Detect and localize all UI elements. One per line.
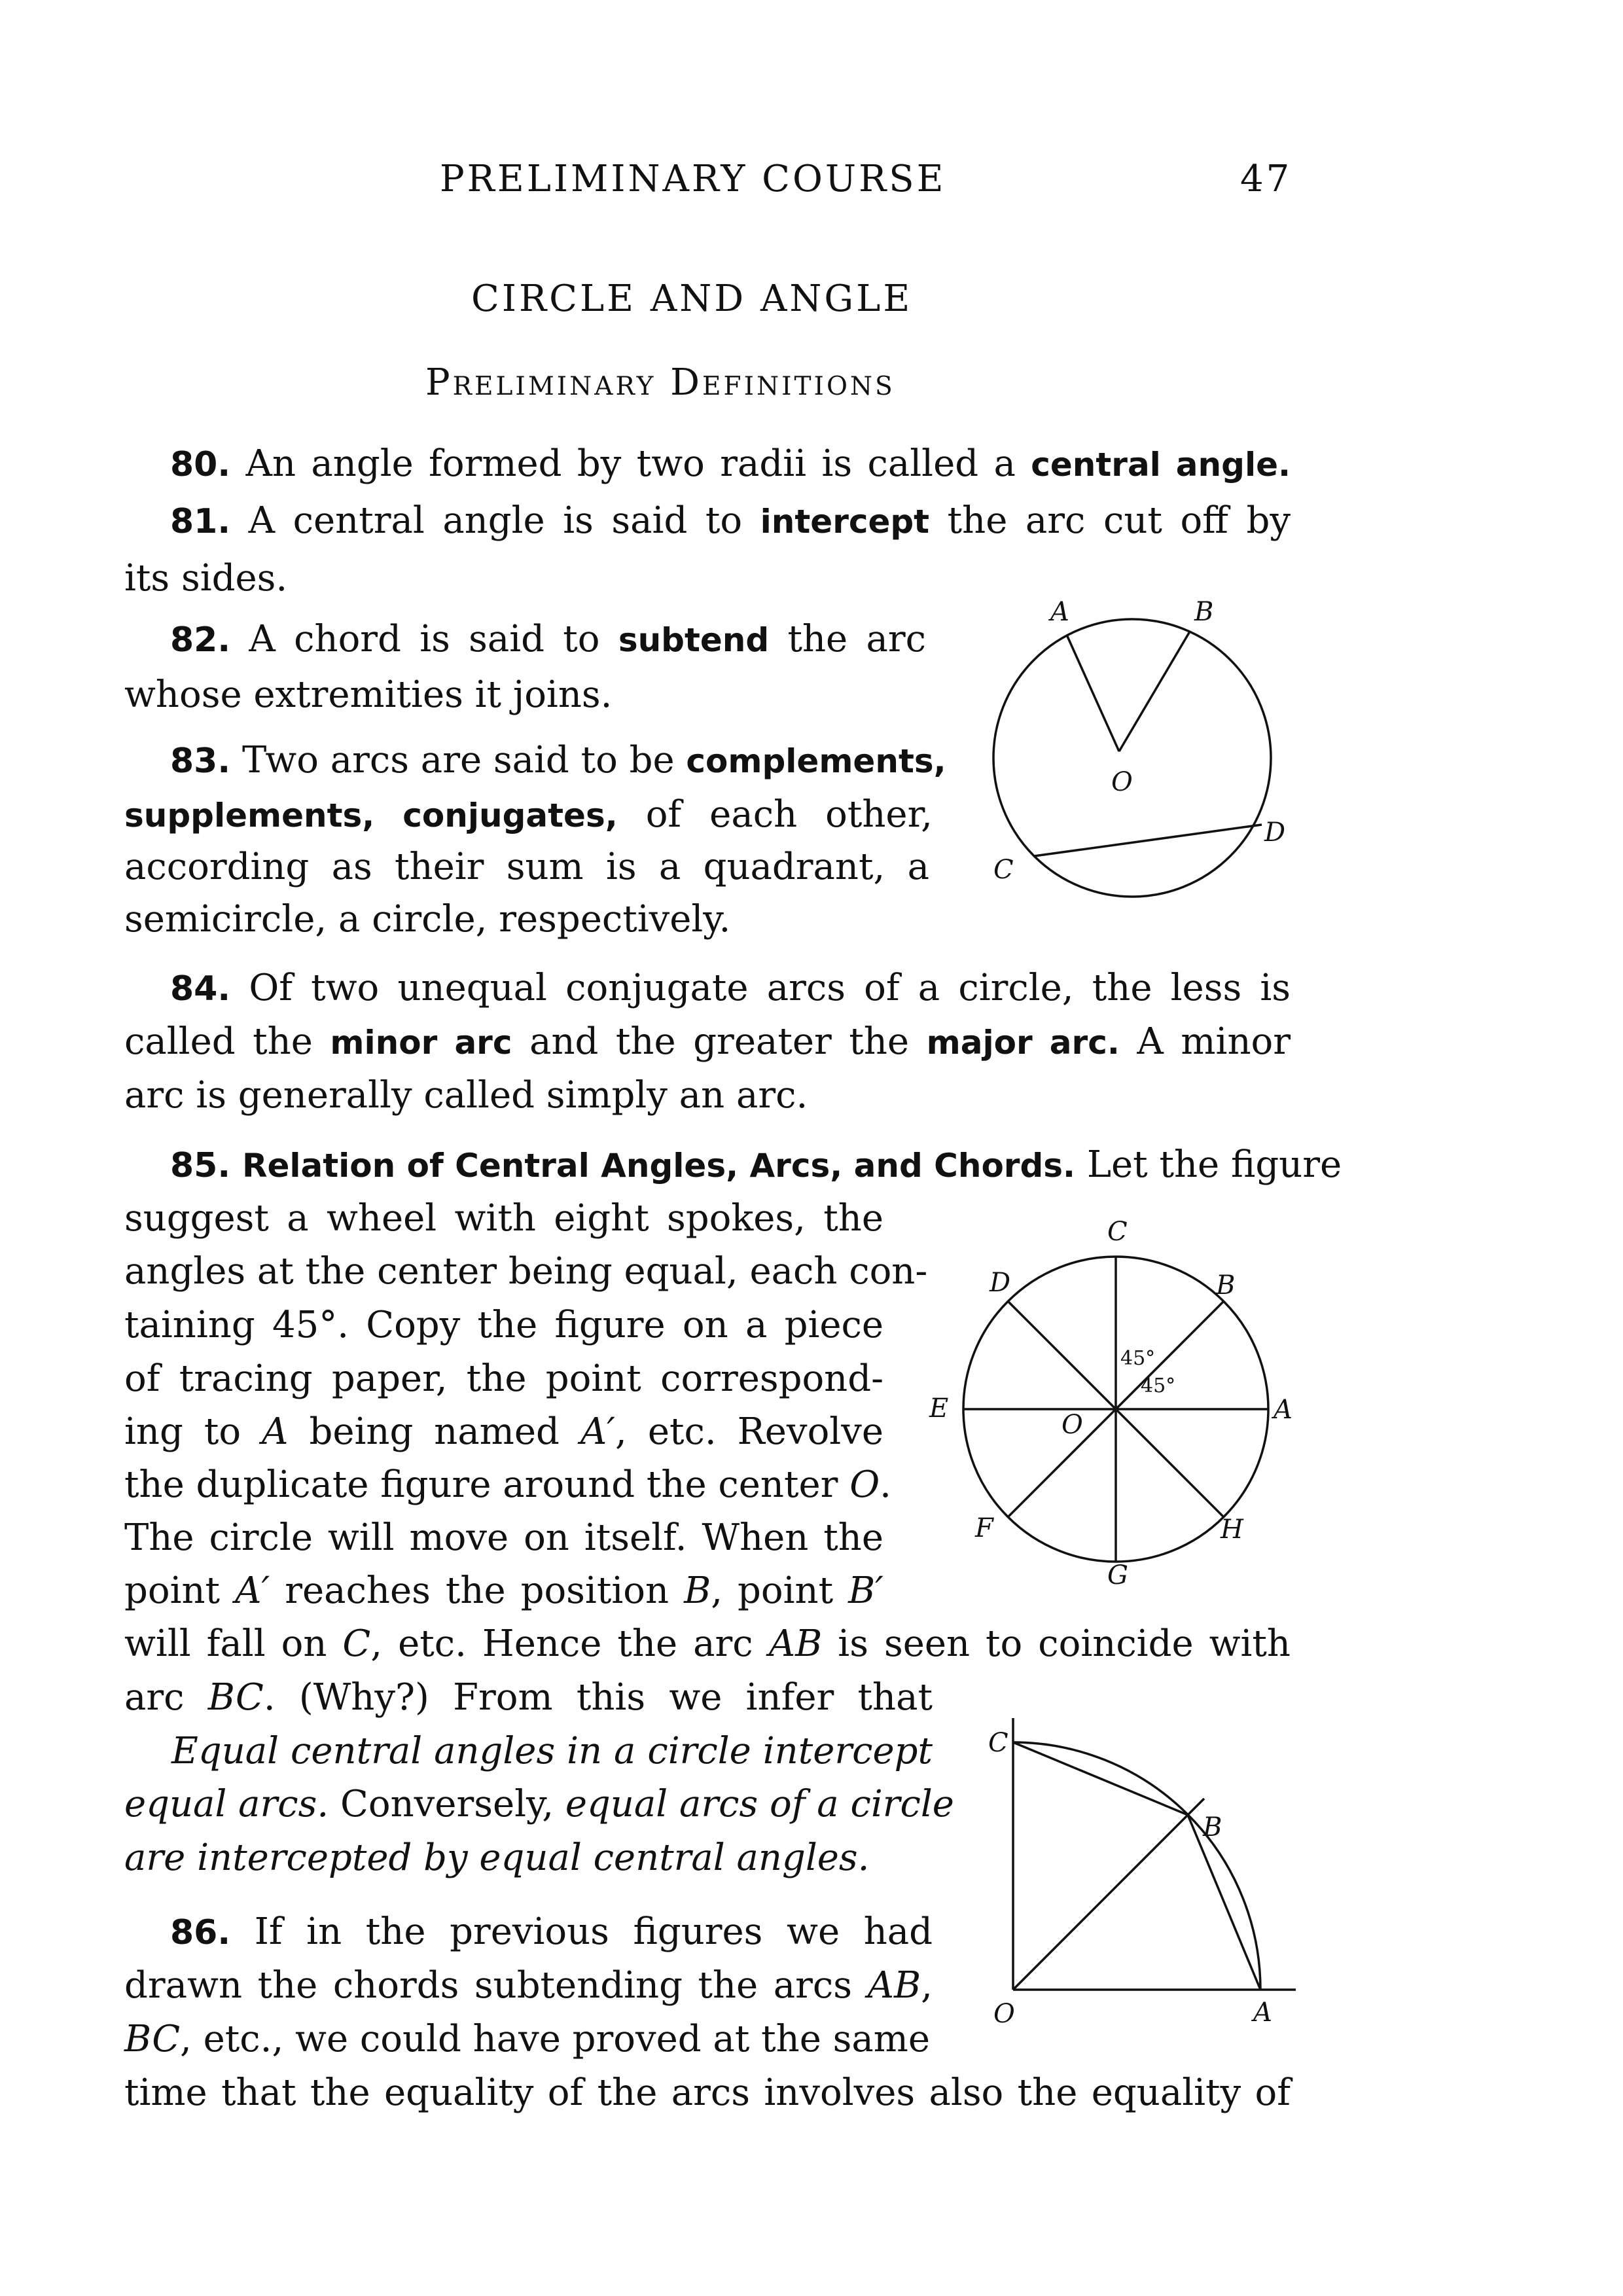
angle-label-45: 45° [1141,1374,1176,1397]
text: is seen to coincide with [838,1623,1291,1665]
paragraph-83-line-4: semicircle, a circle, respectively. [124,898,731,941]
paragraph-85-line-4: taining 45°. Copy the figure on a piece [124,1304,883,1346]
text: , etc. Hence the arc [370,1623,753,1665]
paragraph-86-line-1 [170,1911,933,1954]
math-symbol: O [849,1463,880,1506]
paragraph-83-line-1 [170,739,946,782]
radius-OA [1067,635,1119,751]
text: A minor [1137,1020,1291,1063]
paragraph-80-line-1 [170,443,1291,486]
math-symbol: A′ [235,1570,270,1612]
paragraph-number: 82. [170,620,231,660]
text: A central angle is said to [248,499,743,542]
paragraph-85-line-3: angles at the center being equal, each con- [124,1250,928,1293]
theorem-line-3: are intercepted by equal central angles. [124,1837,870,1879]
label-A: A [1253,1998,1272,2028]
label-A: A [1274,1395,1293,1425]
label-D: D [990,1268,1011,1298]
text: will fall on [124,1623,327,1665]
text: reaches the position [285,1570,669,1612]
paragraph-81-line-2: its sides. [124,557,288,600]
text: point [124,1570,221,1612]
defined-term: supplements, [124,797,375,834]
text: A chord is said to [249,618,600,660]
paragraph-85-line-2: suggest a wheel with eight spokes, the [124,1197,883,1240]
theorem-text: equal arcs. [124,1783,329,1825]
label-C: C [1107,1217,1128,1247]
radius-OB [1013,1799,1204,1990]
text: arc [124,1676,185,1719]
figure-quarter-circle [975,1702,1302,2042]
math-symbol: B′ [848,1570,883,1612]
label-O: O [993,1999,1015,2029]
math-symbol: C [342,1623,371,1665]
paragraph-85-line-5: of tracing paper, the point correspond- [124,1357,883,1400]
math-symbol: BC [124,2018,181,2060]
text: being named [309,1410,560,1453]
figure-central-angle [955,583,1296,923]
paragraph-82-line-2: whose extremities it joins. [124,673,613,716]
label-C: C [988,1728,1008,1758]
label-O: O [1111,767,1133,797]
section-title: CIRCLE AND ANGLE [471,278,913,320]
paragraph-number: 86. [170,1913,231,1952]
text: If in the previous figures we had [254,1910,933,1953]
figure-wheel [916,1208,1296,1600]
label-H: H [1221,1515,1243,1545]
paragraph-84-line-2 [124,1021,1291,1064]
paragraph-85-line-10 [124,1623,1291,1665]
text: Two arcs are said to be [241,739,675,781]
section-heading-term: Relation of Central Angles, Arcs, and Chords. [241,1147,1076,1185]
text: An angle formed by two radii is called a [245,442,1016,485]
paragraph-85-line-1 [170,1143,1342,1187]
paragraph-86-line-4: time that the equality of the arcs involves also the equality of [124,2072,1291,2114]
chord-CD [1034,825,1262,856]
defined-term: major arc. [926,1024,1120,1062]
paragraph-84-line-1 [170,967,1291,1010]
label-B: B [1216,1270,1236,1300]
chord-BA [1188,1815,1260,1990]
radius-OB [1119,632,1190,751]
paragraph-85-line-11 [124,1677,933,1719]
defined-term: central angle. [1031,446,1291,484]
angle-label-45: 45° [1120,1347,1156,1370]
running-title: PRELIMINARY COURSE [440,158,946,200]
text: , point [711,1570,834,1612]
label-B: B [1194,597,1214,627]
text: ing to [124,1410,241,1453]
label-B: B [1203,1812,1222,1842]
label-A: A [1050,597,1069,627]
paragraph-number: 80. [170,445,231,484]
paragraph-number: 83. [170,742,231,781]
math-symbol: A [262,1410,289,1453]
spoke-OH [1116,1409,1224,1517]
math-symbol: A′ [580,1410,616,1453]
paragraph-number: 85. [170,1146,231,1185]
page-number: 47 [1240,158,1293,200]
paragraph-85-line-9 [124,1570,883,1612]
defined-term: conjugates, [402,797,618,834]
text: drawn the chords subtending the arcs [124,1964,853,2007]
text: . [880,1463,891,1506]
text: Conversely, [340,1783,554,1825]
theorem-text: equal arcs of a circle [565,1783,954,1825]
text: the duplicate figure around the center [124,1463,838,1506]
math-symbol: AB [768,1623,823,1665]
defined-term: intercept [760,503,930,541]
defined-term: minor arc [330,1024,512,1062]
paragraph-85-line-7 [124,1463,891,1506]
text: and the greater the [529,1020,910,1063]
paragraph-86-line-2 [124,1965,933,2007]
subsection-title: Preliminary Definitions [425,361,895,404]
paragraph-number: 84. [170,969,231,1009]
label-E: E [929,1393,949,1424]
text: , [921,1964,933,2007]
text: the arc [787,618,927,660]
paragraph-85-line-8: The circle will move on itself. When the [124,1516,883,1559]
label-O: O [1061,1410,1083,1440]
chord-CB [1013,1742,1188,1815]
text: of each other, [645,793,933,836]
math-symbol: BC [207,1676,264,1719]
label-C: C [993,855,1014,885]
paragraph-81-line-1 [170,500,1291,543]
paragraph-number: 81. [170,502,231,541]
text: the arc cut off by [947,499,1291,542]
text: Let the figure [1086,1143,1342,1186]
text: , etc., we could have proved at the same [180,2018,930,2060]
paragraph-86-line-3 [124,2018,930,2060]
theorem-line-1: Equal central angles in a circle intercept [171,1730,933,1772]
paragraph-84-line-3: arc is generally called simply an arc. [124,1074,808,1117]
spoke-OD [1008,1301,1116,1409]
math-symbol: B [684,1570,711,1612]
math-symbol: AB [867,1964,921,2007]
label-G: G [1107,1560,1128,1590]
defined-term: subtend [618,621,770,659]
text: . (Why?) From this we infer that [263,1676,933,1719]
label-D: D [1264,817,1286,848]
paragraph-83-line-3: according as their sum is a quadrant, a [124,846,929,888]
paragraph-83-line-2 [124,794,933,836]
text: , etc. Revolve [615,1410,883,1453]
text: Of two unequal conjugate arcs of a circle, the less is [249,967,1291,1009]
defined-term: complements, [686,742,946,780]
paragraph-82-line-1 [170,619,926,661]
label-F: F [975,1513,993,1543]
theorem-line-2 [124,1783,954,1825]
text: called the [124,1020,313,1063]
paragraph-85-line-6 [124,1411,883,1453]
